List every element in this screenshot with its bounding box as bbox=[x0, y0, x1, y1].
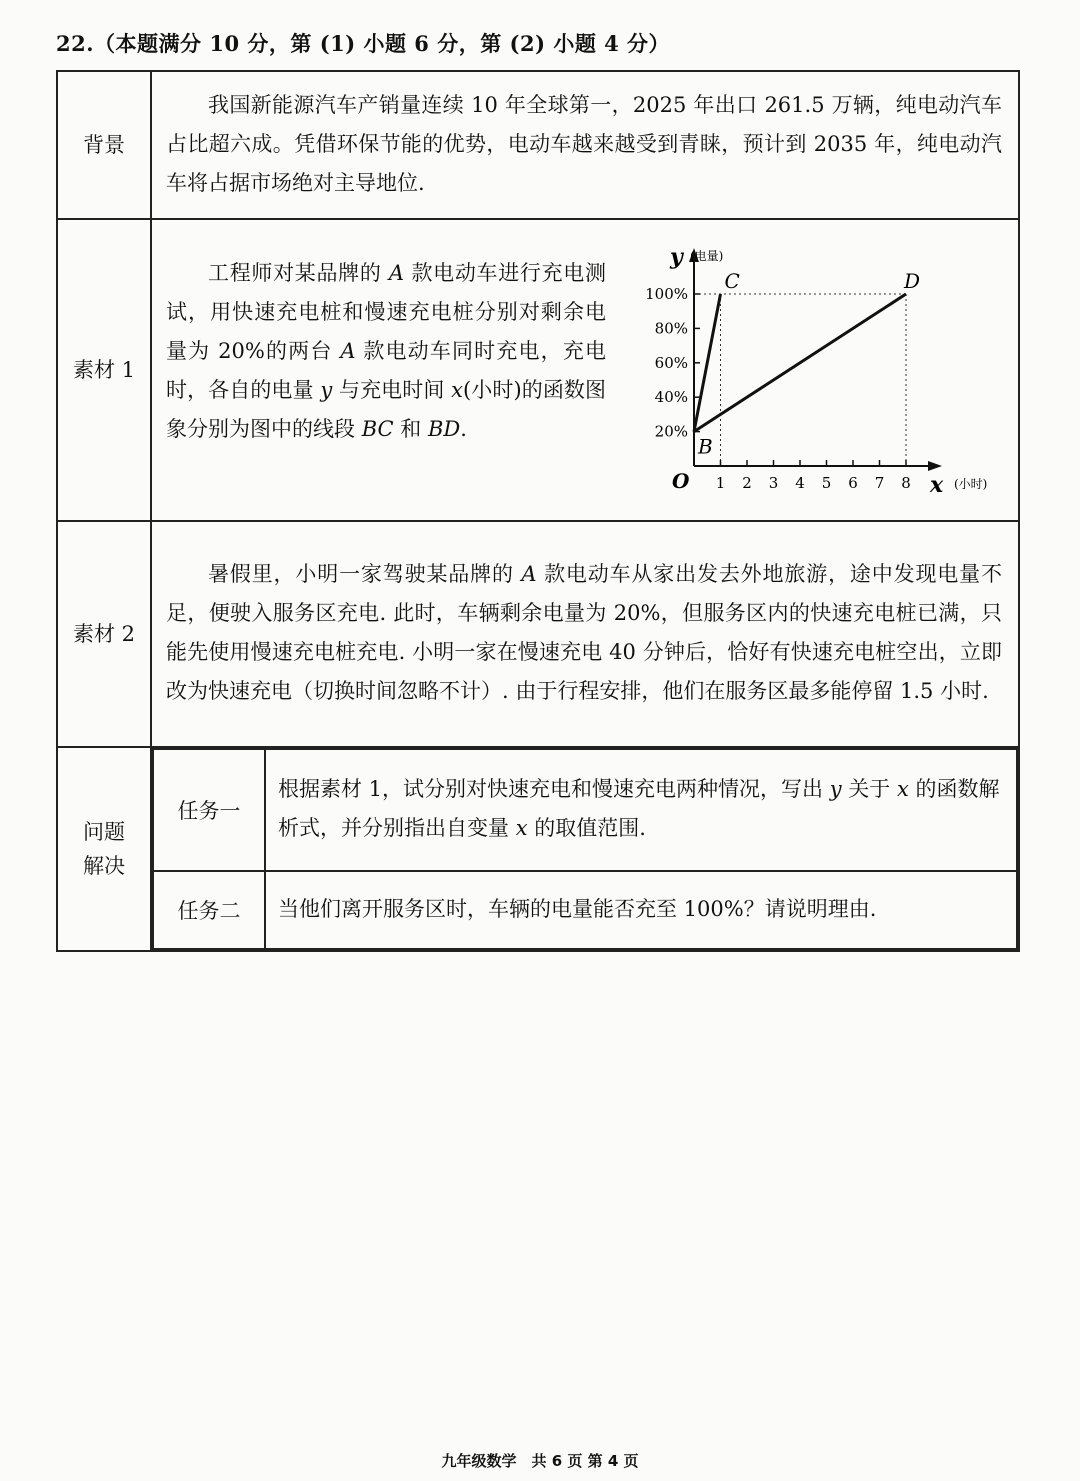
y-axis-var: y bbox=[670, 244, 683, 270]
var-x: x bbox=[451, 378, 464, 402]
material1-cell bbox=[151, 219, 1019, 521]
material2-text bbox=[151, 521, 1019, 747]
material1-label: 素材 1 bbox=[57, 219, 151, 521]
background-text: 我国新能源汽车产销量连续 10 年全球第一，2025 年出口 261.5 万辆，纯电动汽车占比超六成。凭借环保节能的优势，电动车越来越受到青睐，预计到 2035 年，纯电动汽车将占据市场绝对主导地位. bbox=[151, 71, 1019, 219]
task1-row bbox=[153, 749, 1017, 871]
y-axis-unit: (电量) bbox=[690, 249, 724, 263]
material1-row bbox=[57, 219, 1019, 521]
problem-label-text: 问题解决 bbox=[83, 820, 125, 878]
y-tick-label: 60% bbox=[654, 353, 688, 372]
x-tick-label: 1 bbox=[715, 474, 726, 492]
x-tick-label: 3 bbox=[768, 474, 779, 492]
x-tick-label: 7 bbox=[874, 474, 885, 492]
text-span: 工程师对某品牌的 bbox=[208, 261, 389, 285]
segment-bd-label: BD bbox=[427, 417, 461, 441]
y-tick-label: 100% bbox=[645, 285, 688, 303]
material2-row bbox=[57, 521, 1019, 747]
point-label-d: D bbox=[904, 269, 921, 293]
problem-label bbox=[57, 747, 151, 951]
point-label-c: C bbox=[724, 269, 740, 293]
var-a: A bbox=[388, 261, 405, 285]
page-footer: 九年级数学 共 6 页 第 4 页 bbox=[441, 1452, 639, 1470]
question-table bbox=[56, 70, 1020, 952]
x-tick-label: 8 bbox=[901, 474, 911, 492]
task2-row bbox=[153, 871, 1017, 949]
text-span: 根据素材 1，试分别对快速充电和慢速充电两种情况，写出 bbox=[278, 777, 830, 801]
x-tick-label: 2 bbox=[742, 474, 752, 492]
text-span: 暑假里，小明一家驾驶某品牌的 bbox=[208, 562, 522, 586]
x-tick-label: 5 bbox=[821, 474, 832, 492]
x-tick-label: 4 bbox=[795, 474, 805, 492]
text-span: . bbox=[460, 417, 467, 441]
var-x: x bbox=[515, 816, 528, 840]
question-header: 22.（本题满分 10 分，第 (1) 小题 6 分，第 (2) 小题 4 分） bbox=[56, 31, 671, 56]
var-a: A bbox=[340, 339, 356, 363]
x-axis-arrow bbox=[928, 461, 942, 471]
text-span: (小时)的函数图象分别为图中的线段 bbox=[166, 378, 606, 441]
background-row bbox=[57, 71, 1019, 219]
tasks-table bbox=[152, 748, 1018, 950]
text-span: 与充电时间 bbox=[332, 378, 452, 402]
task2-name: 任务二 bbox=[153, 871, 265, 949]
y-tick-label: 80% bbox=[654, 319, 688, 338]
charge-graph bbox=[634, 238, 994, 508]
var-a: A bbox=[521, 562, 537, 586]
background-label: 背景 bbox=[57, 71, 151, 219]
axis-labels bbox=[669, 244, 987, 498]
material1-text bbox=[166, 254, 606, 449]
text-span: 款电动车从家出发去外地旅游，途中发现电量不足，便驶入服务区充电. 此时，车辆剩余电量为 20%，但服务区内的快速充电桩已满，只能先使用慢速充电桩充电. 小明一家在慢速充电 40 分钟后，恰好有快速充电桩空出，立即改为快速充电（切换时间忽略不计）. 由于行程安排，他们在服务区最多能停留 1.5 小时. bbox=[166, 562, 1002, 703]
text-span: 款电动车同时充电，充电时，各自的电量 bbox=[166, 339, 606, 402]
material2-label: 素材 2 bbox=[57, 521, 151, 747]
point-label-b: B bbox=[698, 434, 713, 459]
x-tick-label: 6 bbox=[848, 474, 858, 492]
problem-row bbox=[57, 747, 1019, 951]
task2-text: 当他们离开服务区时，车辆的电量能否充至 100%？请说明理由. bbox=[265, 871, 1017, 949]
y-tick-label: 20% bbox=[654, 422, 688, 441]
text-span: 的函数解析式，并分别指出自变量 bbox=[278, 777, 1000, 840]
guide-lines bbox=[694, 294, 906, 466]
segment-bd bbox=[694, 294, 906, 432]
text-span: 的取值范围. bbox=[527, 816, 646, 840]
var-x: x bbox=[896, 777, 909, 801]
x-axis-unit: (小时) bbox=[954, 477, 988, 491]
segment-bc-label: BC bbox=[361, 417, 394, 441]
y-tick-label: 40% bbox=[654, 388, 688, 407]
var-y: y bbox=[320, 378, 333, 402]
var-y: y bbox=[829, 777, 842, 801]
point-labels bbox=[697, 269, 920, 459]
origin-label: O bbox=[672, 469, 690, 493]
text-span: 款电动车进行充电测试，用快速充电桩和慢速充电桩分别对剩余电量为 20%的两台 bbox=[166, 261, 606, 363]
tasks-cell bbox=[151, 747, 1019, 951]
text-span: 和 bbox=[393, 417, 428, 441]
task1-text bbox=[265, 749, 1017, 871]
x-axis-var: x bbox=[930, 472, 944, 498]
series-lines bbox=[694, 294, 906, 432]
text-span: 关于 bbox=[841, 777, 897, 801]
task1-name: 任务一 bbox=[153, 749, 265, 871]
